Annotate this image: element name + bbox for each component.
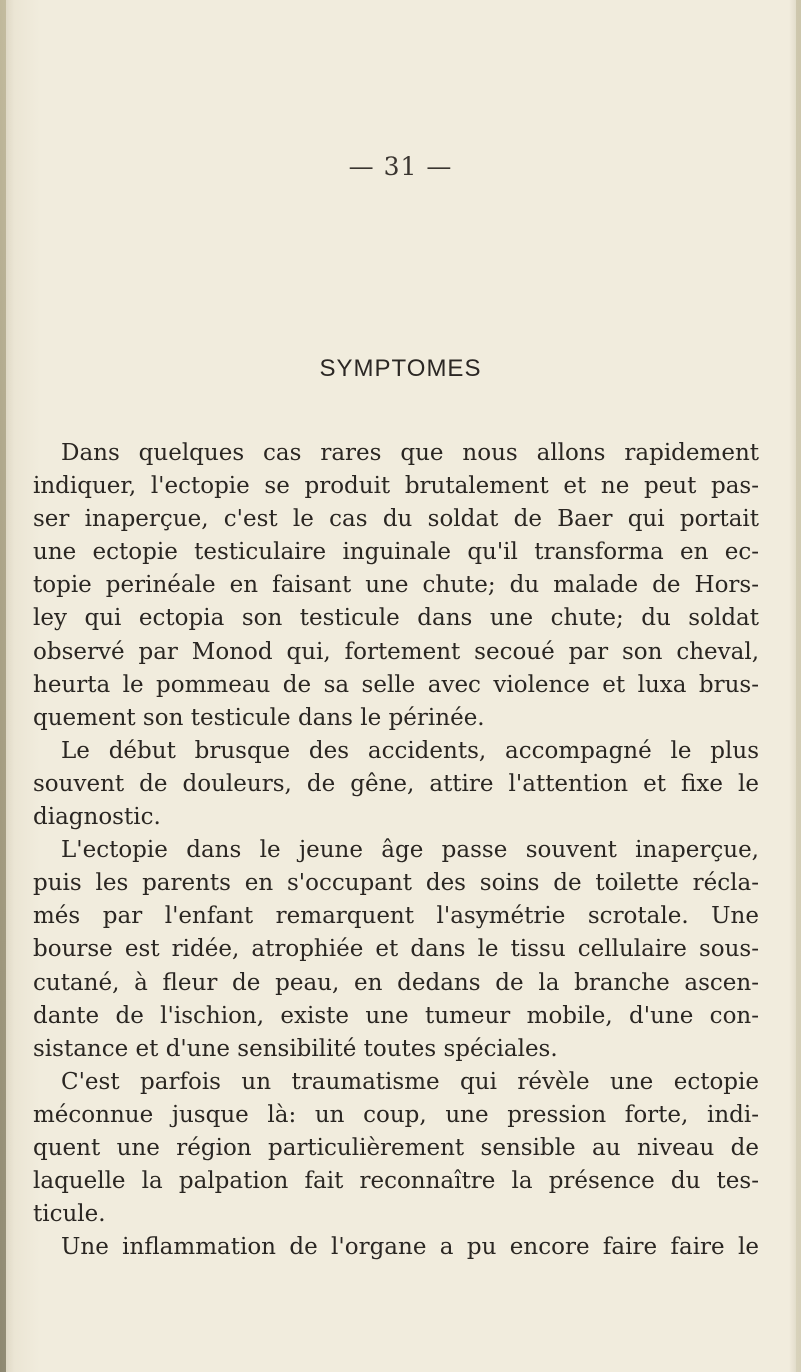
text-line: observé par Monod qui, fortement secoué par son cheval, [33, 638, 759, 665]
text-line: ley qui ectopia son testicule dans une chute; du soldat [33, 605, 759, 632]
text-line: puis les parents en s'occupant des soins de toilette récla- [33, 870, 759, 897]
text-line: L'ectopie dans le jeune âge passe souvent inaperçue, [61, 837, 759, 864]
text-line: ser inaperçue, c'est le cas du soldat de Baer qui portait [33, 506, 759, 533]
text-line: ticule. [33, 1201, 106, 1228]
text-line: quement son testicule dans le périnée. [33, 704, 485, 731]
page-number: — 31 — [348, 152, 453, 181]
text-line: dante de l'ischion, existe une tumeur mobile, d'une con- [33, 1002, 759, 1029]
text-line: Une inflammation de l'organe a pu encore faire faire le [61, 1234, 759, 1261]
text-line: Le début brusque des accidents, accompagné le plus [61, 737, 759, 764]
page-right-edge [796, 0, 801, 1372]
text-line: cutané, à fleur de peau, en dedans de la branche ascen- [33, 969, 759, 996]
text-line: sistance et d'une sensibilité toutes spéciales. [33, 1035, 558, 1062]
section-heading: SYMPTOMES [319, 355, 482, 382]
page-binding-shadow [0, 0, 6, 1372]
text-line: laquelle la palpation fait reconnaître la présence du tes- [33, 1168, 759, 1195]
body-text [33, 437, 759, 1264]
text-line: més par l'enfant remarquent l'asymétrie scrotale. Une [33, 903, 759, 930]
text-line: bourse est ridée, atrophiée et dans le tissu cellulaire sous- [33, 936, 759, 963]
text-line: topie perinéale en faisant une chute; du malade de Hors- [33, 572, 759, 599]
text-line: une ectopie testiculaire inguinale qu'il transforma en ec- [33, 539, 759, 566]
text-line: quent une région particulièrement sensible au niveau de [33, 1134, 759, 1161]
text-line: indiquer, l'ectopie se produit brutalement et ne peut pas- [33, 473, 759, 500]
text-line: diagnostic. [33, 804, 161, 831]
text-line: heurta le pommeau de sa selle avec violence et luxa brus- [33, 671, 759, 698]
text-line: Dans quelques cas rares que nous allons rapidement [61, 440, 759, 466]
text-line: souvent de douleurs, de gêne, attire l'attention et fixe le [33, 770, 759, 797]
text-line: C'est parfois un traumatisme qui révèle une ectopie [61, 1068, 759, 1095]
text-line: méconnue jusque là: un coup, une pression forte, indi- [33, 1101, 759, 1128]
